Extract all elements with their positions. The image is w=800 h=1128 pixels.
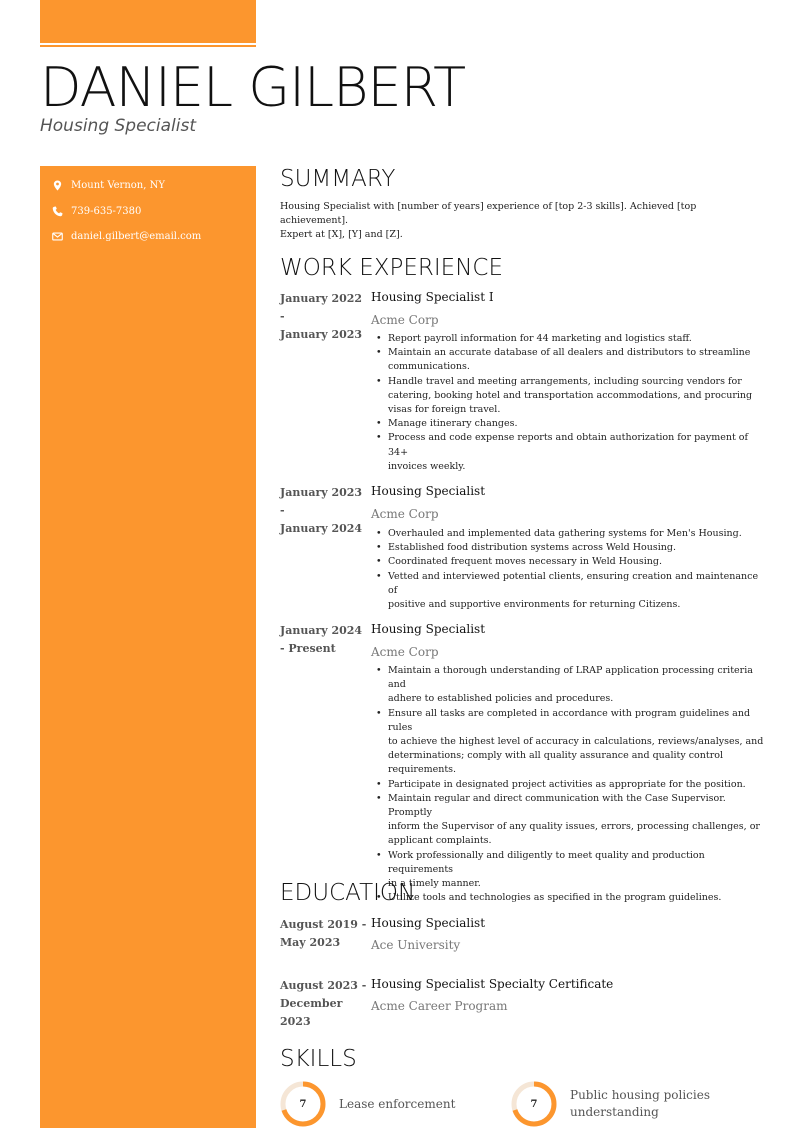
education-school: Acme Career Program: [371, 999, 508, 1013]
header-accent-line: [40, 45, 256, 47]
education-school: Ace University: [371, 938, 461, 952]
bullet-item: • Manage itinerary changes.: [371, 417, 766, 431]
contact-email-text[interactable]: daniel.gilbert@email.com: [71, 231, 202, 242]
map-pin-icon: [52, 180, 63, 191]
contact-email[interactable]: [52, 231, 252, 242]
skill-level: 7: [530, 1098, 538, 1110]
skill-ring: [280, 1081, 326, 1127]
work-experience-heading: WORK EXPERIENCE: [280, 255, 504, 281]
education-date: August 2023 - December 2023: [280, 979, 367, 1028]
bullet-item: • Established food distribution systems across Weld Housing.: [371, 541, 766, 555]
job-company: Acme Corp: [371, 313, 439, 327]
sidebar: [40, 166, 256, 1128]
education-degree: Housing Specialist Specialty Certificate: [371, 977, 614, 991]
job-company: Acme Corp: [371, 507, 439, 521]
skill-item: [280, 1081, 499, 1127]
bullet-item: • Maintain a thorough understanding of LRAP application processing criteria and adhere to established policies and procedures.: [371, 664, 766, 707]
job-company: Acme Corp: [371, 645, 439, 659]
envelope-icon: [52, 231, 63, 242]
education-degree: Housing Specialist: [371, 916, 486, 930]
education-heading: EDUCATION: [280, 880, 416, 906]
job-date: January 2023 - January 2024: [280, 486, 363, 535]
bullet-item: • Overhauled and implemented data gathering systems for Men's Housing.: [371, 527, 766, 541]
bullet-item: • Handle travel and meeting arrangements, including sourcing vendors for catering, booking hotel and transportation accommodations, and procuring visas for foreign travel.: [371, 375, 766, 418]
bullet-item: • Vetted and interviewed potential clients, ensuring creation and maintenance of positive and supportive environments for returning Citizens.: [371, 570, 766, 613]
job-bullets: [371, 527, 766, 612]
skill-name: Public housing policies understanding: [570, 1088, 710, 1119]
skill-level: 7: [299, 1098, 307, 1110]
bullet-item: • Maintain an accurate database of all dealers and distributors to streamline communications.: [371, 346, 766, 374]
job-bullets: [371, 664, 766, 905]
bullet-item: • Process and code expense reports and obtain authorization for payment of 34+ invoices weekly.: [371, 431, 766, 474]
bullet-item: • Ensure all tasks are completed in accordance with program guidelines and rules to achieve the highest level of accuracy in calculations, reviews/analyses, and determinations; comply with all quality assurance and quality control requirements.: [371, 707, 766, 778]
education-date: August 2019 - May 2023: [280, 918, 367, 949]
contact-phone: [52, 206, 252, 217]
job-title: Housing Specialist I: [371, 290, 494, 304]
skill-name: Lease enforcement: [339, 1096, 456, 1111]
summary-text: Housing Specialist with [number of years] experience of [top 2-3 skills]. Achieved [top achievement]. Expert at [X], [Y] and [Z].: [280, 201, 697, 240]
skills-heading: SKILLS: [280, 1046, 357, 1072]
bullet-item: • Work professionally and diligently to meet quality and production requirements in a timely manner.: [371, 849, 766, 892]
candidate-name: DANIEL GILBERT: [40, 56, 466, 119]
job-title: Housing Specialist: [371, 484, 486, 498]
contact-location-text: Mount Vernon, NY: [71, 180, 165, 191]
job-date: January 2024 - Present: [280, 624, 363, 655]
header-accent-bar: [40, 0, 256, 43]
summary-heading: SUMMARY: [280, 166, 396, 192]
bullet-item: • Utilize tools and technologies as specified in the program guidelines.: [371, 891, 766, 905]
contact-location: [52, 180, 252, 191]
bullet-item: • Maintain regular and direct communication with the Case Supervisor. Promptly inform the Supervisor of any quality issues, errors, processing challenges, or applicant complaints.: [371, 792, 766, 849]
bullet-item: • Participate in designated project activities as appropriate for the position.: [371, 778, 766, 792]
skill-ring: [511, 1081, 557, 1127]
candidate-title: Housing Specialist: [40, 116, 197, 136]
job-title: Housing Specialist: [371, 622, 486, 636]
bullet-item: • Coordinated frequent moves necessary in Weld Housing.: [371, 555, 766, 569]
job-date: January 2022 - January 2023: [280, 292, 363, 341]
contact-phone-text: 739-635-7380: [71, 206, 142, 217]
skill-item: [511, 1081, 730, 1127]
phone-icon: [52, 206, 63, 217]
job-bullets: [371, 332, 766, 474]
bullet-item: • Report payroll information for 44 marketing and logistics staff.: [371, 332, 766, 346]
